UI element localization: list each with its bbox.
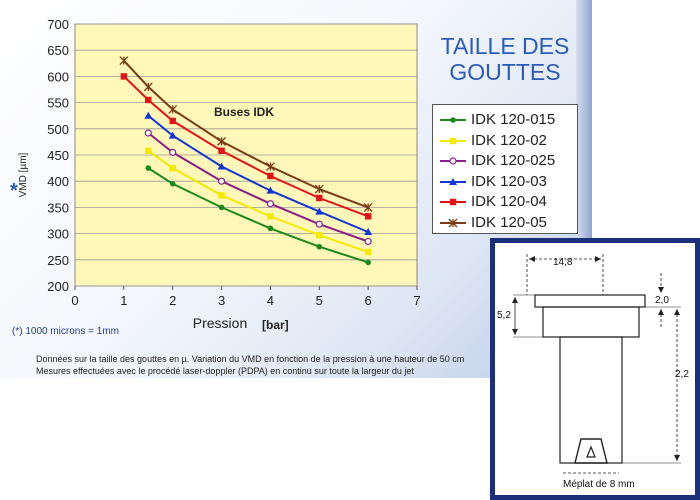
x-tick-label: 7 <box>413 293 421 308</box>
chart-title-line-1: TAILLE DES <box>440 33 570 59</box>
data-point <box>316 195 322 201</box>
chart-title-line-2: GOUTTES <box>449 59 561 85</box>
data-point <box>145 165 151 171</box>
body-height-dimension-label: 5,2 <box>497 310 511 321</box>
width-dimension-label: 14,8 <box>553 257 573 268</box>
data-point <box>218 148 224 154</box>
data-point <box>365 213 371 219</box>
legend <box>432 104 578 234</box>
x-axis-unit: [bar] <box>262 318 289 332</box>
x-tick-label: 6 <box>364 293 372 308</box>
legend-swatch <box>439 134 467 148</box>
legend-label: IDK 120-04 <box>471 193 547 210</box>
legend-label: IDK 120-015 <box>471 111 556 128</box>
data-point <box>170 149 176 155</box>
data-point <box>267 201 273 207</box>
y-tick-label: 700 <box>47 17 69 32</box>
data-point <box>365 249 371 255</box>
data-point <box>316 244 322 250</box>
data-point <box>365 238 371 244</box>
data-point <box>316 221 322 227</box>
y-tick-label: 350 <box>47 200 69 216</box>
data-point <box>170 165 176 171</box>
legend-item <box>439 131 575 151</box>
legend-item <box>439 172 575 192</box>
data-point <box>316 232 322 238</box>
data-point <box>145 130 151 136</box>
y-tick-label: 200 <box>47 279 69 294</box>
data-point <box>365 260 371 266</box>
legend-swatch <box>439 113 467 127</box>
data-point <box>219 178 225 184</box>
legend-swatch <box>439 175 467 189</box>
data-point <box>267 213 273 219</box>
data-point <box>145 97 151 103</box>
y-axis-label: VMD [µm] <box>18 152 29 198</box>
legend-label: IDK 120-025 <box>471 152 556 169</box>
legend-marker <box>450 158 456 164</box>
nozzle-schematic <box>495 243 695 495</box>
x-tick-label: 1 <box>120 293 128 308</box>
y-tick-label: 450 <box>47 148 69 163</box>
legend-swatch <box>439 195 467 209</box>
legend-swatch <box>439 154 467 168</box>
data-point <box>121 73 127 79</box>
legend-item <box>439 213 575 233</box>
x-tick-label: 0 <box>71 293 79 308</box>
x-tick-label: 4 <box>266 293 275 308</box>
legend-label: IDK 120-03 <box>471 172 547 190</box>
y-tick-label: 550 <box>47 95 69 111</box>
y-tick-label: 250 <box>47 252 69 268</box>
y-tick-label: 400 <box>47 174 69 190</box>
legend-item <box>439 151 575 171</box>
legend-item <box>439 110 575 130</box>
x-tick-label: 2 <box>169 293 177 308</box>
legend-marker <box>450 199 456 205</box>
nozzle-drawing <box>490 238 700 500</box>
legend-marker <box>450 117 456 123</box>
x-tick-label: 3 <box>217 293 226 308</box>
y-tick-label: 600 <box>47 69 69 85</box>
data-point <box>170 118 176 124</box>
chart-annotation: Buses IDK <box>214 105 275 119</box>
legend-label: IDK 120-02 <box>471 131 547 149</box>
top-height-dimension-label: 2,0 <box>655 295 669 306</box>
data-point <box>218 192 224 198</box>
y-tick-label: 650 <box>47 43 69 59</box>
x-axis-label: Pression <box>192 315 248 331</box>
data-point <box>170 181 176 187</box>
y-tick-label: 300 <box>47 226 69 242</box>
caption-line-2: Mesures effectuées avec le procédé laser-doppler (PDPA) en continu sur toute la largeur du jet <box>36 366 414 376</box>
legend-swatch <box>439 216 467 230</box>
caption-line-1: Données sur la taille des gouttes en µ. Variation du VMD en fonction de la pression à une hauteur de 50 cm <box>36 354 465 364</box>
x-tick-label: 5 <box>315 293 323 308</box>
y-tick-label: 500 <box>47 121 69 137</box>
footnote: (*) 1000 microns = 1mm <box>12 326 119 337</box>
legend-item <box>439 192 575 212</box>
data-point <box>145 148 151 154</box>
data-point <box>267 173 273 179</box>
legend-label: IDK 120-05 <box>471 213 547 231</box>
data-point <box>219 205 225 211</box>
nozzle-caption: Méplat de 8 mm <box>563 479 635 490</box>
ylabel-asterisk: * <box>10 180 18 202</box>
total-height-dimension-label: 2,2 <box>675 369 689 380</box>
data-point <box>268 226 274 232</box>
legend-marker <box>450 137 456 143</box>
